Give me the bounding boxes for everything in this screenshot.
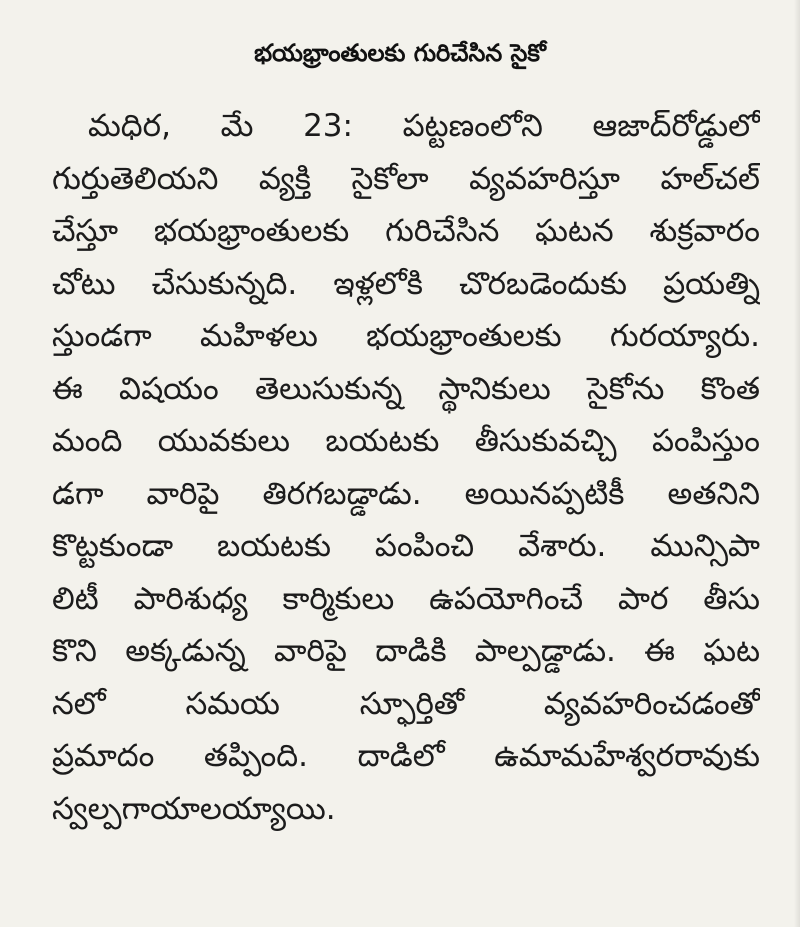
article-line: స్వల్పగాయాలయ్యాయి. [52, 790, 336, 827]
article-line: చేస్తూ భయభ్రాంతులకు గురిచేసిన ఘటన శుక్రవారం [52, 213, 760, 249]
article-body [52, 100, 760, 835]
article-line: మంది యువకులు బయటకు తీసుకువచ్చి పంపిస్తుం [52, 423, 760, 459]
article-line: నలో సమయ స్ఫూర్తితో వ్యవహరించడంతో [52, 685, 760, 722]
article-line: మధిర, మే 23: పట్టణంలోని ఆజాద్‌రోడ్డులో [88, 108, 760, 144]
article-headline: భయభ్రాంతులకు గురిచేసిన సైకో [254, 39, 546, 67]
article-line: చోటు చేసుకున్నది. ఇళ్లలోకి చొరబడెందుకు ప్రయత్ని [52, 265, 760, 302]
article-line: ప్రమాదం తప్పింది. దాడిలో ఉమామహేశ్వరరావుకు [52, 738, 760, 774]
article-line: కొని అక్కడున్న వారిపై దాడికి పాల్పడ్డాడు. ఈ ఘట [52, 633, 760, 669]
article-line: ఈ విషయం తెలుసుకున్న స్థానికులు సైకోను కొంత [52, 370, 760, 407]
article-line: లిటీ పారిశుధ్య కార్మికులు ఉపయోగించే పార తీసు [52, 580, 760, 617]
article-line: కొట్టకుండా బయటకు పంపించి వేశారు. మున్సిపా [52, 528, 760, 564]
article-line: స్తుండగా మహిళలు భయభ్రాంతులకు గురయ్యారు. [52, 318, 760, 354]
article-line: గుర్తుతెలియని వ్యక్తి సైకోలా వ్యవహరిస్తూ హల్‌చల్ [52, 160, 760, 197]
article-line: డగా వారిపై తిరగబడ్డాడు. అయినప్పటికీ అతనిని [52, 475, 760, 512]
page-edge-shadow [794, 0, 800, 927]
